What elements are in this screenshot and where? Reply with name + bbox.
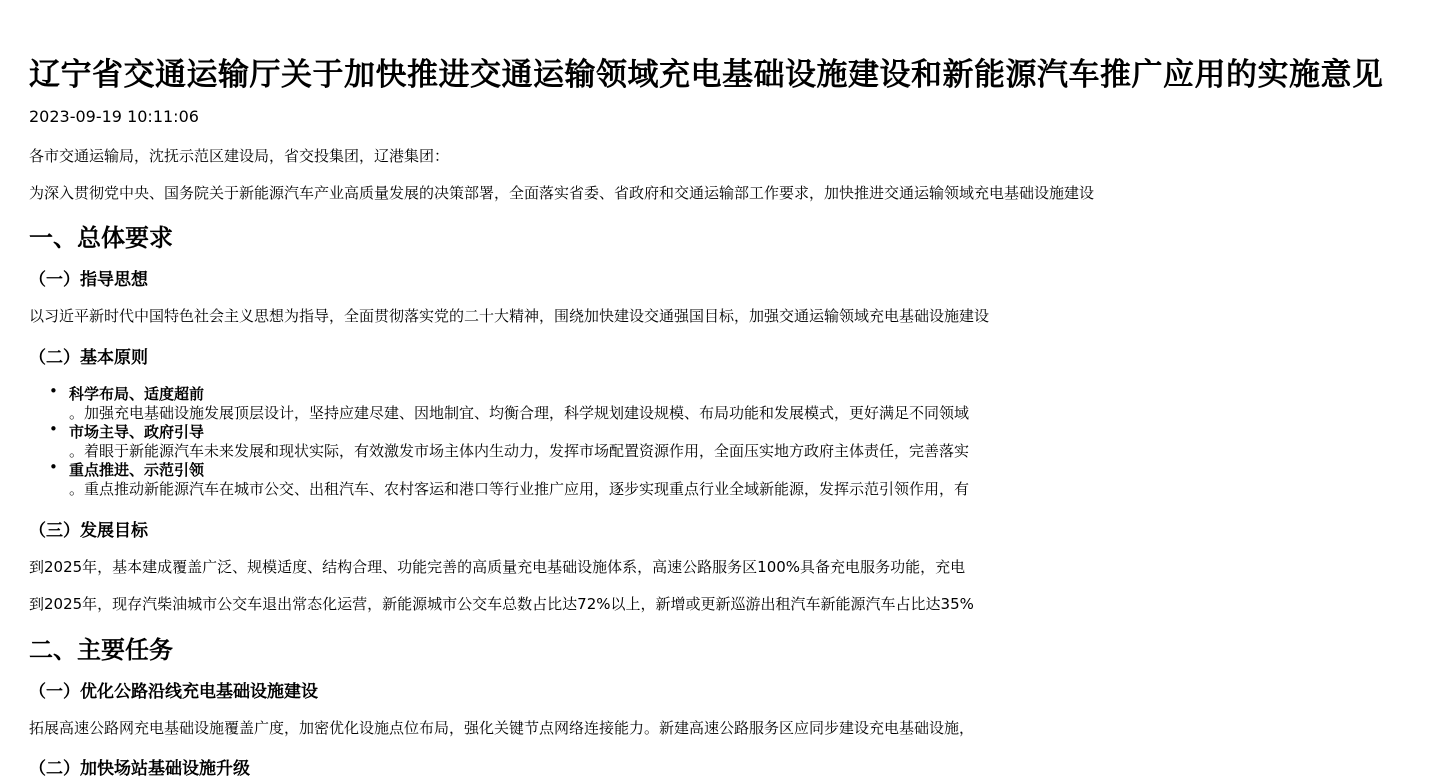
list-item-title: 市场主导、政府引导 (69, 423, 205, 441)
list-item-desc: 。加强充电基础设施发展顶层设计，坚持应建尽建、因地制宜、均衡合理，科学规划建设规模、布局功能和发展模式，更好满足不同领域 (69, 404, 970, 422)
guiding-thought-paragraph: 以习近平新时代中国特色社会主义思想为指导，全面贯彻落实党的二十大精神，围绕加快建设交通强国目标，加强交通运输领域充电基础设施建设 (29, 307, 990, 325)
salutation: 各市交通运输局，沈抚示范区建设局，省交投集团，辽港集团： (29, 147, 450, 165)
publish-datetime: 2023-09-19 10:11:06 (29, 107, 199, 126)
bullet-icon: • (49, 458, 58, 476)
goals-paragraph-2: 到2025年，现存汽柴油城市公交车退出常态化运营，新能源城市公交车总数占比达72%以上，新增或更新巡游出租汽车新能源汽车占比达35% (29, 595, 974, 613)
subsection-heading-principles: （二）基本原则 (29, 348, 148, 368)
list-item-desc: 。着眼于新能源汽车未来发展和现状实际，有效激发市场主体内生动力，发挥市场配置资源作用，全面压实地方政府主体责任，完善落实 (69, 442, 970, 460)
goals-paragraph-1: 到2025年，基本建成覆盖广泛、规模适度、结构合理、功能完善的高质量充电基础设施体系，高速公路服务区100%具备充电服务功能，充电 (29, 558, 966, 576)
section-heading-tasks: 二、主要任务 (29, 636, 173, 664)
list-item-desc: 。重点推动新能源汽车在城市公交、出租汽车、农村客运和港口等行业推广应用，逐步实现重点行业全域新能源，发挥示范引领作用，有 (69, 480, 970, 498)
bullet-icon: • (49, 420, 58, 438)
article-title: 辽宁省交通运输厅关于加快推进交通运输领域充电基础设施建设和新能源汽车推广应用的实施意见 (29, 57, 1384, 93)
subsection-heading-guiding-thought: （一）指导思想 (29, 270, 148, 290)
subsection-heading-goals: （三）发展目标 (29, 521, 148, 541)
list-item-title: 科学布局、适度超前 (69, 385, 205, 403)
list-item-title: 重点推进、示范引领 (69, 461, 205, 479)
highway-charging-paragraph: 拓展高速公路网充电基础设施覆盖广度，加密优化设施点位布局，强化关键节点网络连接能力。新建高速公路服务区应同步建设充电基础设施， (29, 719, 975, 737)
subsection-heading-highway-charging: （一）优化公路沿线充电基础设施建设 (29, 682, 318, 702)
bullet-icon: • (49, 382, 58, 400)
section-heading-requirements: 一、总体要求 (29, 224, 173, 252)
intro-paragraph: 为深入贯彻党中央、国务院关于新能源汽车产业高质量发展的决策部署，全面落实省委、省政府和交通运输部工作要求，加快推进交通运输领域充电基础设施建设 (29, 184, 1095, 202)
subsection-heading-station-upgrade: （二）加快场站基础设施升级 (29, 759, 250, 779)
